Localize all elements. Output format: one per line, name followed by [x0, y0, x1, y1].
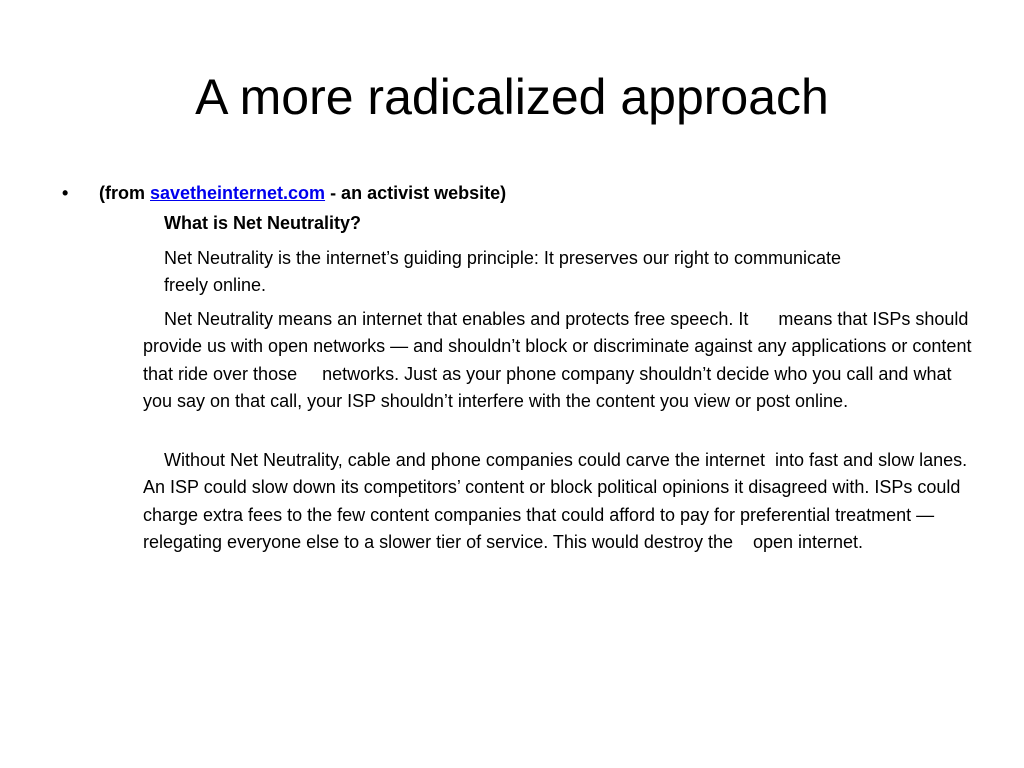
bullet-suffix: - an activist website)	[325, 183, 507, 203]
bullet-prefix: (from	[99, 183, 150, 203]
question-heading: What is Net Neutrality?	[164, 213, 362, 233]
bullet-text	[99, 180, 506, 207]
savetheinternet-link[interactable]: savetheinternet.com	[150, 183, 326, 203]
bullet-marker: •	[62, 183, 69, 203]
paragraph-2: Net Neutrality means an internet that enables and protects free speech. It means that ISPs should provide us with open networks — and shouldn’t block or discriminate against any applications or content that ride over those networks. Just as your phone company shouldn’t decide who you call and what you say on that call, your ISP shouldn’t interfere with the content you view or post online.	[143, 309, 977, 412]
slide-title: A more radicalized approach	[195, 69, 829, 125]
paragraph-1: Net Neutrality is the internet’s guiding principle: It preserves our right to communicate freely online.	[164, 248, 841, 296]
paragraph-3: Without Net Neutrality, cable and phone companies could carve the internet into fast and slow lanes. An ISP could slow down its competitors’ content or block political opinions it disagreed with. ISPs could charge extra fees to the few content companies that could afford to pay for preferential treatment — relegating everyone else to a slower tier of service. This would destroy the open internet.	[143, 450, 972, 553]
